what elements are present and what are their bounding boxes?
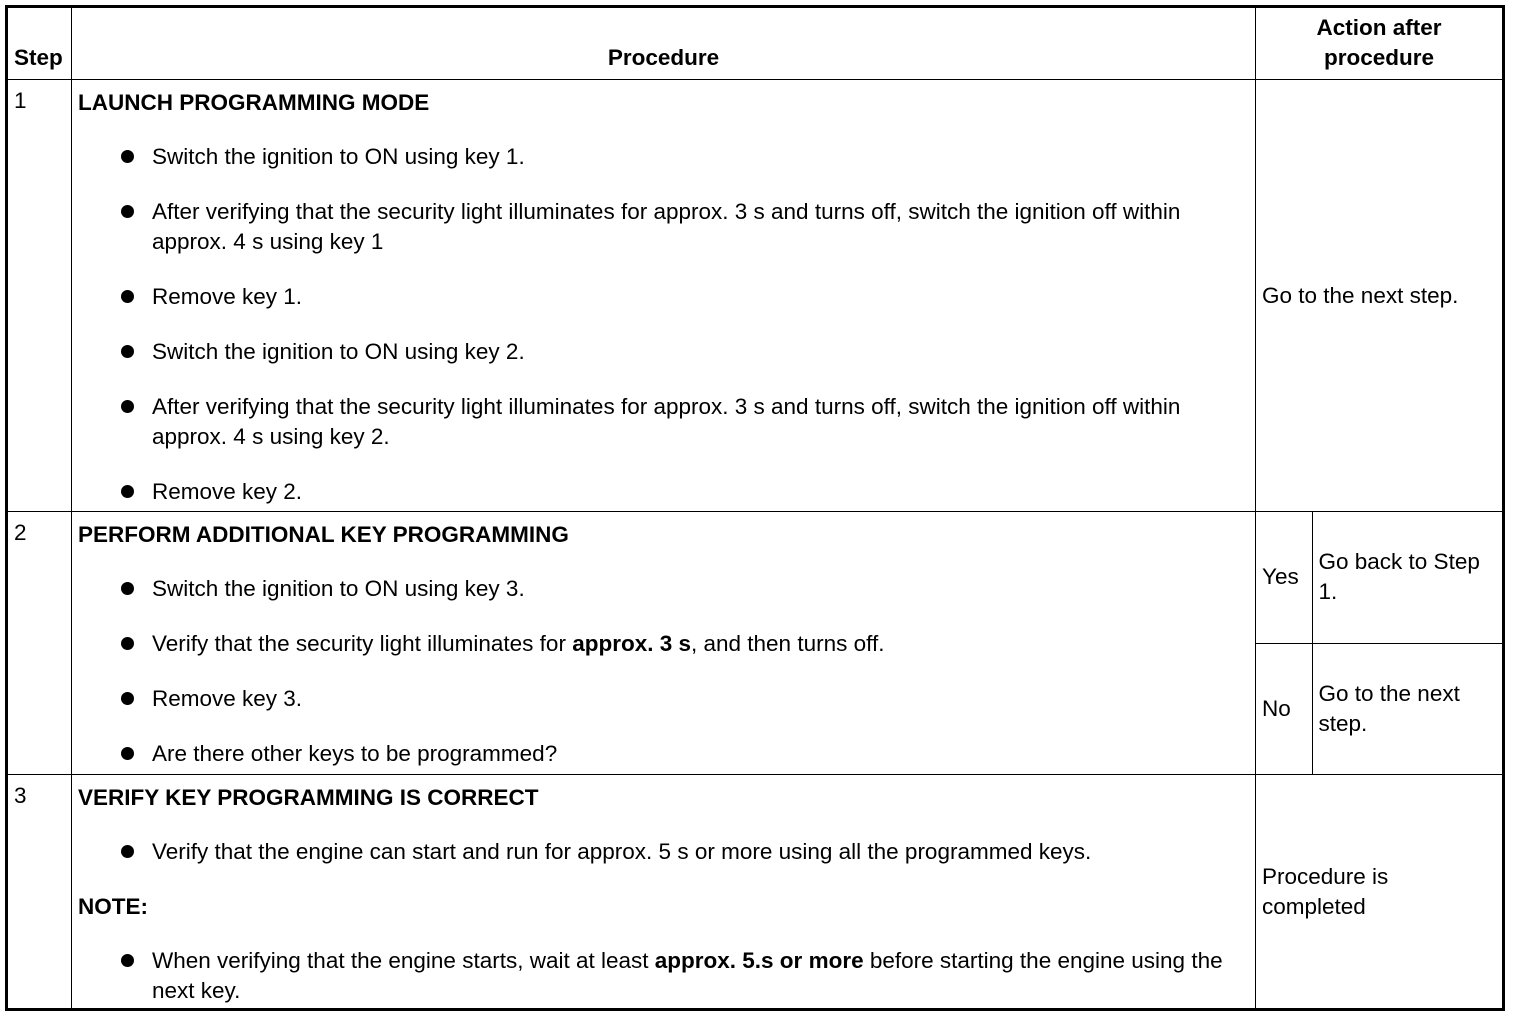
- bullet-icon: [121, 345, 134, 358]
- step-procedure: [72, 512, 1256, 775]
- yes-action: Go back to Step 1.: [1312, 512, 1502, 643]
- bullet-icon: [121, 205, 134, 218]
- note-label: NOTE:: [78, 894, 148, 919]
- bullet-icon: [121, 150, 134, 163]
- bullet-item: Switch the ignition to ON using key 1.: [78, 142, 1249, 172]
- step-action: Procedure is completed: [1256, 775, 1504, 1010]
- no-label: No: [1256, 643, 1312, 774]
- bullet-icon: [121, 747, 134, 760]
- bullet-icon: [121, 582, 134, 595]
- step-action: Go to the next step.: [1256, 80, 1504, 512]
- procedure-table: [5, 5, 1505, 1011]
- procedure-column-header: Procedure: [72, 7, 1256, 80]
- step-number: 3: [7, 775, 72, 1010]
- bullet-item: Switch the ignition to ON using key 2.: [78, 337, 1249, 367]
- bullet-icon: [121, 400, 134, 413]
- bullet-icon: [121, 845, 134, 858]
- bullet-item: When verifying that the engine starts, wait at least approx. 5.s or more before starting the engine using the next key.: [78, 946, 1249, 1006]
- step-title: VERIFY KEY PROGRAMMING IS CORRECT: [78, 785, 539, 810]
- step-row-1: [7, 80, 1504, 512]
- bullet-icon: [121, 485, 134, 498]
- step-row-2: [7, 512, 1504, 775]
- bullet-item: Are there other keys to be programmed?: [78, 739, 1249, 769]
- action-header-line2: procedure: [1323, 45, 1435, 70]
- step-title: PERFORM ADDITIONAL KEY PROGRAMMING: [78, 522, 569, 547]
- step-number: 1: [7, 80, 72, 512]
- step-procedure: [72, 775, 1256, 1010]
- bullet-item: After verifying that the security light illuminates for approx. 3 s and turns off, switch the ignition off within approx. 4 s using key 1: [78, 197, 1249, 257]
- bullet-item: Remove key 3.: [78, 684, 1249, 714]
- step-procedure: [72, 80, 1256, 512]
- step-title: LAUNCH PROGRAMMING MODE: [78, 90, 430, 115]
- bullet-item: Remove key 1.: [78, 282, 1249, 312]
- bullet-item: Remove key 2.: [78, 477, 1249, 507]
- bullet-icon: [121, 692, 134, 705]
- bullet-item: Switch the ignition to ON using key 3.: [78, 574, 1249, 604]
- step-column-header: Step: [7, 7, 72, 80]
- bullet-icon: [121, 637, 134, 650]
- no-action: Go to the next step.: [1318, 680, 1460, 736]
- action-column-header: [1256, 7, 1504, 80]
- bullet-item: Verify that the engine can start and run for approx. 5 s or more using all the programmed keys.: [78, 837, 1249, 867]
- step-action-branches: [1256, 512, 1504, 775]
- action-header-line1: Action after: [1316, 15, 1442, 40]
- step-row-3: [7, 775, 1504, 1010]
- step-number: 2: [7, 512, 72, 775]
- yes-label: Yes: [1256, 512, 1312, 643]
- bullet-icon: [121, 954, 134, 967]
- bullet-item: After verifying that the security light illuminates for approx. 3 s and turns off, switch the ignition off within approx. 4 s using key 2.: [78, 392, 1249, 452]
- bullet-item: Verify that the security light illuminates for approx. 3 s, and then turns off.: [78, 629, 1249, 659]
- bullet-icon: [121, 290, 134, 303]
